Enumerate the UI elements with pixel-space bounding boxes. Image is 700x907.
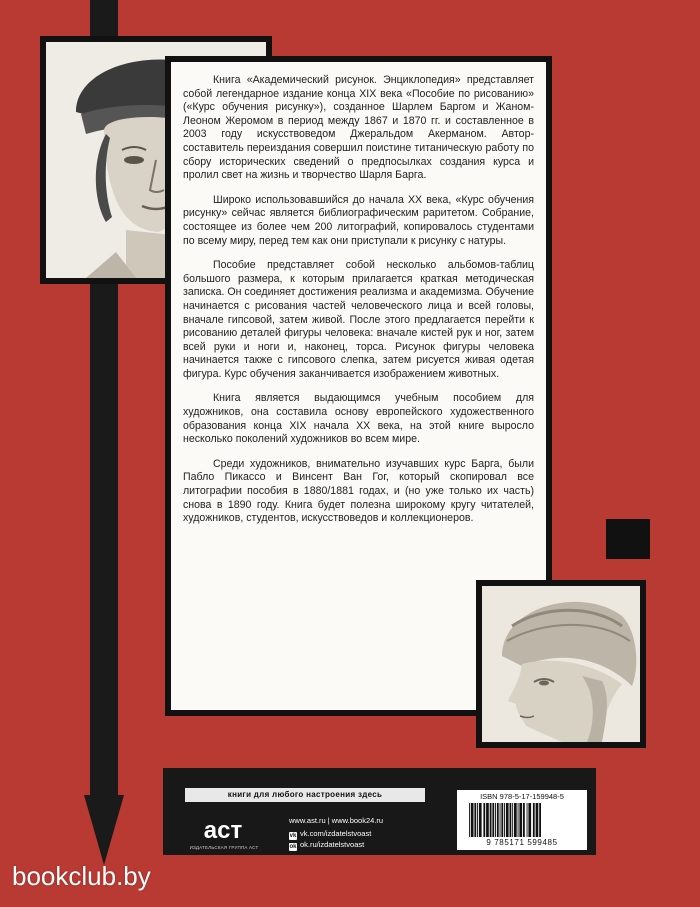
barcode-graphic (467, 803, 579, 837)
social-link-vk (289, 829, 371, 840)
social-link-ok (289, 840, 371, 851)
social-link-text: vk.com/izdatelstvoast (300, 829, 372, 838)
barcode-bar (486, 803, 489, 837)
barcode-bar (506, 803, 509, 837)
barcode-bar (501, 803, 503, 837)
barcode-bar (490, 803, 492, 837)
social-link-text: ok.ru/izdatelstvoast (300, 840, 365, 849)
description-paragraph: Пособие представляет собой несколько альбомов-таблиц большого размера, к которым прилагается краткая методическая записка. Он соединяет достижения реализма и академизма. Обучение начинается с рисования частей человеческого лица и всей головы, вначале гипсовой, затем живой. После этого предлагается перейти к рисованию деталей фигуры человека: вначале кистей рук и ног, затем всей руки и ноги и, наконец, торса. Рисунок фигуры человека начинается также с гипсового слепка, затем рисуется живая одетая фигура. Курс обучения заканчивается изображением животных. (183, 259, 534, 380)
barcode-bar (479, 803, 482, 837)
barcode-bar (523, 803, 525, 837)
barcode-bar (512, 803, 513, 837)
barcode-bar (483, 803, 485, 837)
description-paragraph: Широко использовавшийся до начала XX века, «Курс обучения рисунку» сейчас является библиографическим раритетом. Собрание, состоящее из более чем 200 литографий, копировалось студентами по всему миру, перед тем как они приступали к рисунку с натуры. (183, 193, 534, 247)
barcode-bar (527, 803, 528, 837)
ast-logo (195, 812, 251, 846)
barcode-bar (539, 803, 541, 837)
barcode-number: 9 785171 599485 (486, 838, 558, 847)
ok-icon: ok (289, 844, 297, 850)
description-paragraph: Книга «Академический рисунок. Энциклопедия» представляет собой легендарное издание конца XIX века «Пособие по рисованию» («Курс обучения рисунку»), созданное Шарлем Баргом и Жаном-Леоном Жеромом в период между 1867 и 1870 гг. и составленное в 2003 году искусствоведом Джеральдом Акерманом. Автор-составитель переиздания совершил поистине титаническую работу по сбору исторических сведений о предпосылках создания курса и пролил свет на жизнь и творчество Шарля Барга. (183, 74, 534, 182)
isbn-text: ISBN 978-5-17-159948-5 (480, 792, 564, 801)
barcode-bar (477, 803, 478, 837)
classical-head-drawing (482, 586, 640, 742)
pencil-tip (84, 795, 124, 865)
barcode-bar (500, 803, 501, 837)
barcode-bar (504, 803, 505, 837)
slogan-strip: книги для любого настроения здесь (185, 788, 425, 802)
barcode-bar (471, 803, 474, 837)
barcode-bar (514, 803, 517, 837)
barcode-bar (492, 803, 494, 837)
barcode-bar (495, 803, 496, 837)
description-paragraph: Книга является выдающимся учебным пособием для художников, она составила основу европейского художественного образования конца XIX начала XX века, на этой книге выросло несколько поколений художников во всем мире. (183, 392, 534, 446)
description-paragraph: Среди художников, внимательно изучавших курс Барга, были Пабло Пикассо и Винсент Ван Гог, который скопировал все литографии пособия в 1880/1881 годах, и (но уже только их часть) снова в 1890 году. Книга будет полезна широкому кругу читателей, художников, студентов, искусствоведов и коллекционеров. (183, 457, 534, 525)
classical-head-drawing-frame (476, 580, 646, 748)
website-links: www.ast.ru | www.book24.ru (289, 816, 384, 825)
barcode-panel (457, 790, 587, 850)
ast-logo-text: аст (203, 817, 243, 844)
barcode-bar (528, 803, 531, 837)
barcode-bar (497, 803, 499, 837)
barcode-bar (518, 803, 519, 837)
barcode-bar (533, 803, 535, 837)
barcode-bar (510, 803, 512, 837)
barcode-bar (474, 803, 476, 837)
publisher-group-label: ИЗДАТЕЛЬСКАЯ ГРУППА АСТ (189, 845, 259, 850)
vk-icon: vk (289, 833, 297, 839)
social-links (289, 829, 371, 851)
barcode-bar (536, 803, 539, 837)
site-watermark: bookclub.by (12, 861, 151, 891)
barcode-bar (519, 803, 522, 837)
decorative-square (606, 519, 650, 559)
barcode-bar (469, 803, 470, 837)
